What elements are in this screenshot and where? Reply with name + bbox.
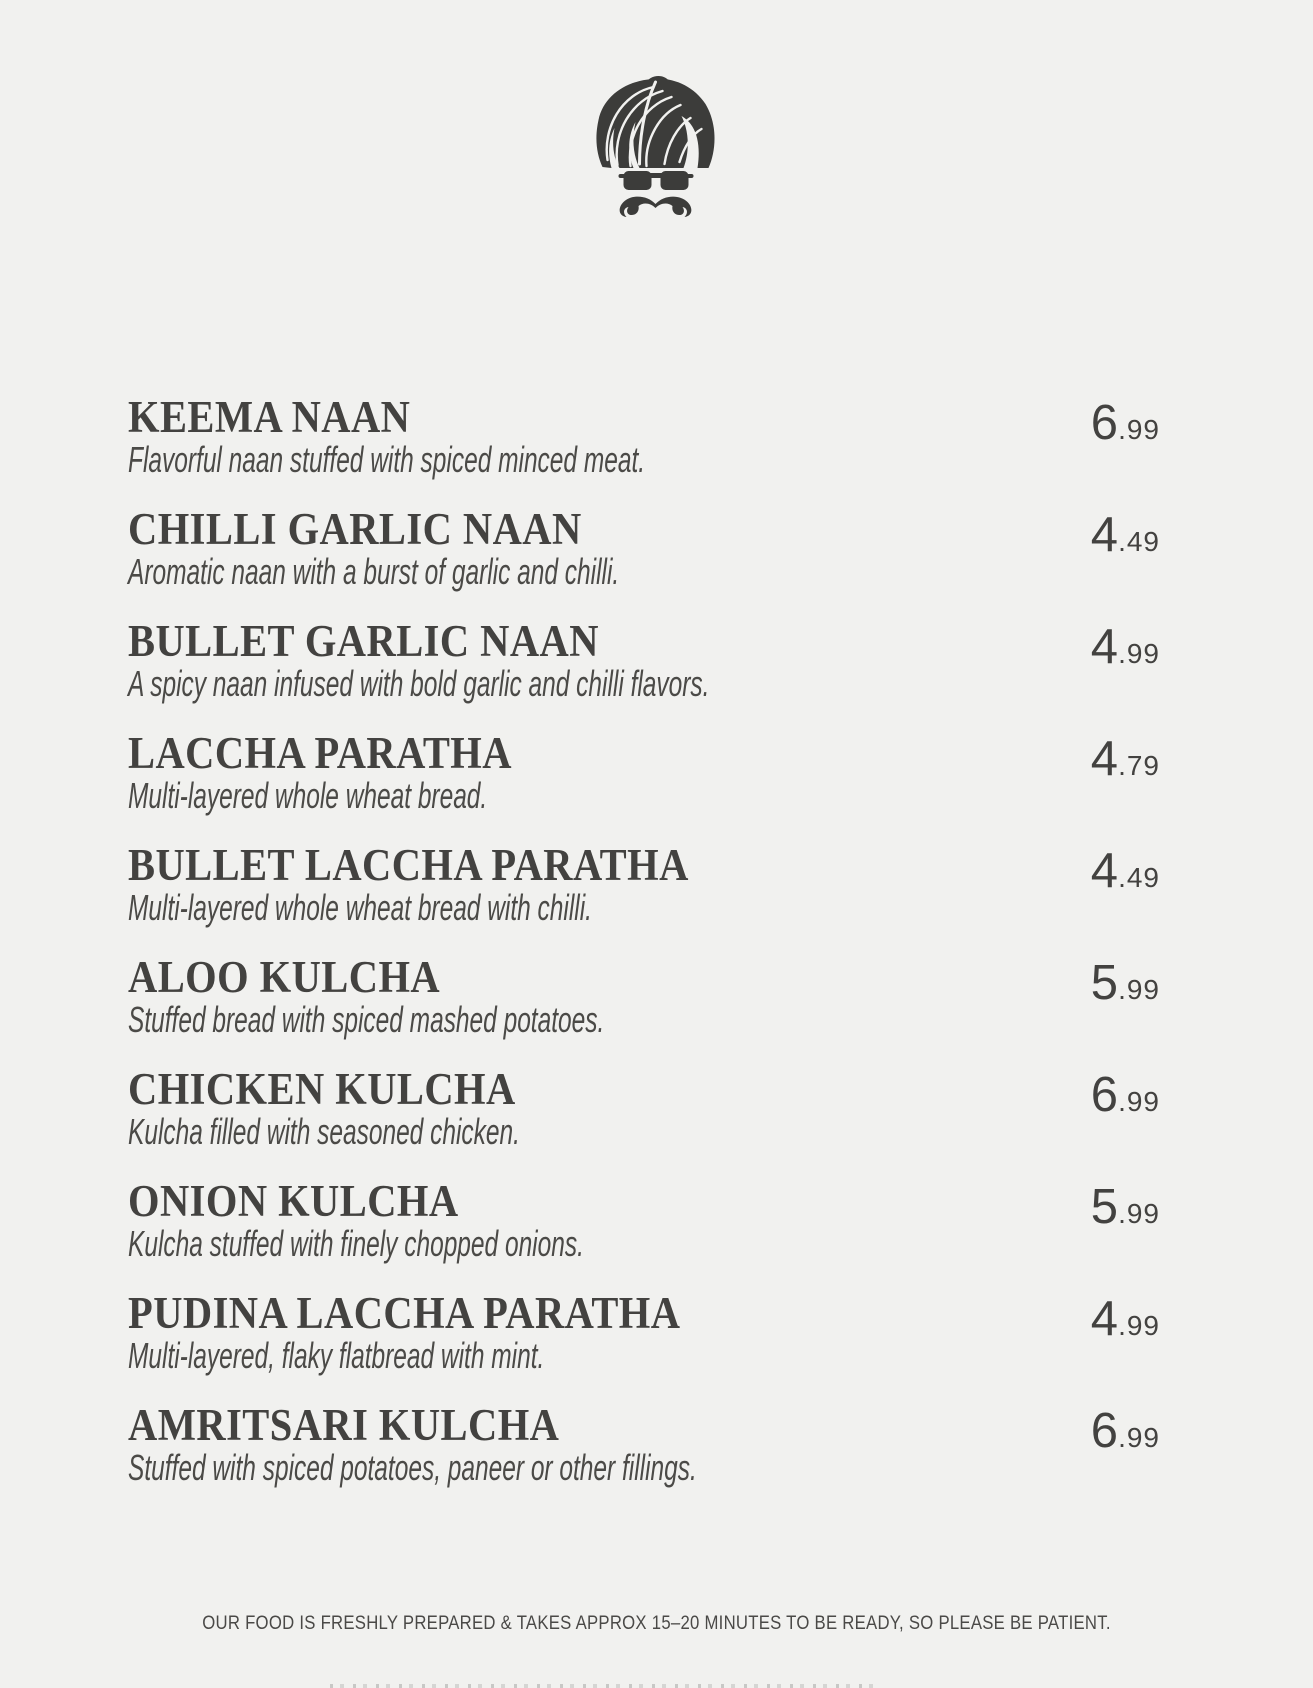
price-major: 5 bbox=[1090, 1180, 1119, 1234]
item-price bbox=[1090, 844, 1160, 898]
item-name: CHICKEN KULCHA bbox=[128, 1064, 516, 1114]
item-price bbox=[1090, 508, 1160, 562]
item-price bbox=[1090, 732, 1160, 786]
price-minor: .99 bbox=[1118, 638, 1160, 669]
price-major: 5 bbox=[1090, 956, 1119, 1010]
menu-item bbox=[128, 1064, 1160, 1179]
item-description: Multi-layered, flaky flatbread with mint. bbox=[128, 1335, 545, 1376]
item-name: ALOO KULCHA bbox=[128, 952, 441, 1002]
price-major: 4 bbox=[1090, 1292, 1119, 1346]
item-description: A spicy naan infused with bold garlic and chilli flavors. bbox=[128, 663, 710, 704]
mustache-icon bbox=[620, 197, 692, 217]
menu-list bbox=[128, 392, 1160, 1515]
menu-item bbox=[128, 1400, 1160, 1515]
item-description: Aromatic naan with a burst of garlic and chilli. bbox=[128, 551, 620, 592]
price-minor: .99 bbox=[1118, 1310, 1160, 1341]
turban-icon bbox=[596, 76, 714, 168]
brand-logo bbox=[590, 75, 723, 220]
item-price bbox=[1090, 620, 1160, 674]
price-major: 6 bbox=[1090, 1068, 1119, 1122]
price-major: 4 bbox=[1090, 620, 1119, 674]
item-description: Flavorful naan stuffed with spiced minced meat. bbox=[128, 439, 646, 480]
price-minor: .99 bbox=[1118, 1422, 1160, 1453]
price-minor: .99 bbox=[1118, 1086, 1160, 1117]
item-name: PUDINA LACCHA PARATHA bbox=[128, 1288, 681, 1338]
item-description: Stuffed with spiced potatoes, paneer or other fillings. bbox=[128, 1447, 697, 1488]
menu-item bbox=[128, 392, 1160, 507]
item-name: ONION KULCHA bbox=[128, 1176, 459, 1226]
item-name: BULLET GARLIC NAAN bbox=[128, 616, 599, 666]
price-major: 4 bbox=[1090, 844, 1119, 898]
item-description: Stuffed bread with spiced mashed potatoes. bbox=[128, 999, 605, 1040]
price-minor: .99 bbox=[1118, 1198, 1160, 1229]
item-name: KEEMA NAAN bbox=[128, 392, 411, 442]
item-name: LACCHA PARATHA bbox=[128, 728, 512, 778]
item-price bbox=[1090, 1292, 1160, 1346]
item-name: BULLET LACCHA PARATHA bbox=[128, 840, 689, 890]
price-major: 6 bbox=[1090, 1404, 1119, 1458]
item-price bbox=[1090, 956, 1160, 1010]
menu-item bbox=[128, 952, 1160, 1067]
sunglasses-icon bbox=[619, 171, 694, 190]
menu-item bbox=[128, 840, 1160, 955]
price-major: 6 bbox=[1090, 396, 1119, 450]
price-minor: .99 bbox=[1118, 974, 1160, 1005]
menu-item bbox=[128, 616, 1160, 731]
price-minor: .99 bbox=[1118, 414, 1160, 445]
price-major: 4 bbox=[1090, 508, 1119, 562]
turban-man-logo-icon bbox=[590, 75, 723, 220]
item-price bbox=[1090, 1404, 1160, 1458]
price-major: 4 bbox=[1090, 732, 1119, 786]
menu-item bbox=[128, 1176, 1160, 1291]
price-minor: .49 bbox=[1118, 526, 1160, 557]
item-price bbox=[1090, 396, 1160, 450]
menu-item bbox=[128, 728, 1160, 843]
item-description: Multi-layered whole wheat bread. bbox=[128, 775, 488, 816]
item-description: Kulcha stuffed with finely chopped onions. bbox=[128, 1223, 584, 1264]
item-description: Kulcha filled with seasoned chicken. bbox=[128, 1111, 520, 1152]
item-price bbox=[1090, 1068, 1160, 1122]
footer-note: OUR FOOD IS FRESHLY PREPARED & TAKES APPROX 15–20 MINUTES TO BE READY, SO PLEASE BE PATIENT. bbox=[202, 1613, 1111, 1634]
cutoff-next-line-fragment bbox=[330, 1684, 875, 1688]
menu-item bbox=[128, 1288, 1160, 1403]
item-name: CHILLI GARLIC NAAN bbox=[128, 504, 582, 554]
item-description: Multi-layered whole wheat bread with chilli. bbox=[128, 887, 592, 928]
price-minor: .49 bbox=[1118, 862, 1160, 893]
item-price bbox=[1090, 1180, 1160, 1234]
price-minor: .79 bbox=[1118, 750, 1160, 781]
item-name: AMRITSARI KULCHA bbox=[128, 1400, 560, 1450]
menu-item bbox=[128, 504, 1160, 619]
